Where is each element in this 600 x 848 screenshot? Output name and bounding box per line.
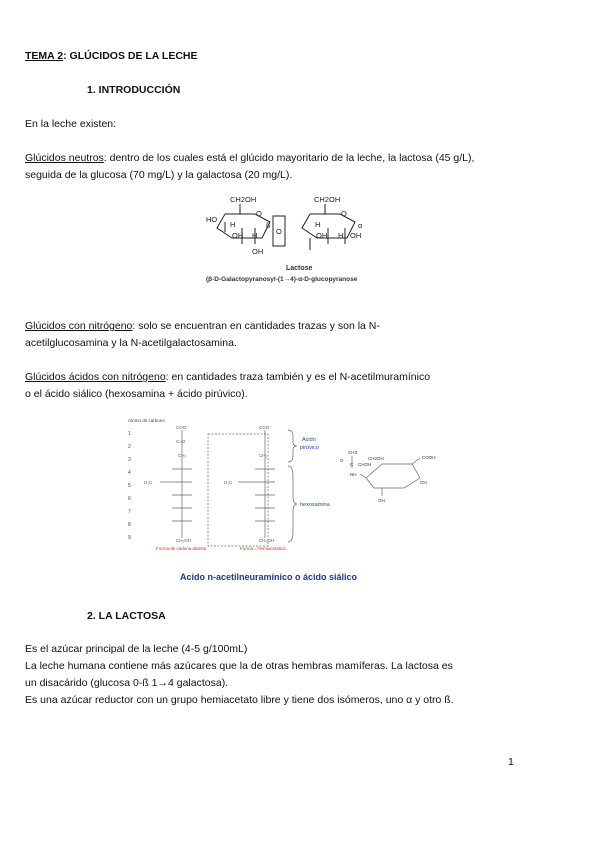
- sialic-chains: [160, 430, 420, 546]
- lactose-label: H: [338, 231, 344, 240]
- title-suffix: : GLÚCIDOS DE LA LECHE: [63, 50, 198, 62]
- acidos-paragraph-line1: [25, 371, 430, 383]
- neutros-paragraph-line2: seguida de la glucosa (70 mg/L) y la galactosa (20 mg/L).: [25, 169, 293, 181]
- acidos-paragraph-line2: o el ácido siálico (hexosamina + ácido pirúvico).: [25, 388, 248, 400]
- nitrogeno-paragraph-line1: [25, 320, 380, 332]
- carbon-numbers: [128, 431, 131, 541]
- hexosamina-label: hexosamina: [300, 502, 330, 508]
- svg-text:CH₂OH: CH₂OH: [259, 538, 274, 543]
- lactose-label: OH: [350, 231, 362, 240]
- lactose-label: OH: [232, 231, 244, 240]
- acidos-line1-text: : en cantidades traza también y es el N-acetilmuramínico: [165, 371, 431, 383]
- carbon-header: Átomo de carbono: [128, 418, 165, 423]
- carbon-number: 2: [128, 444, 131, 450]
- ring-label: OH: [420, 480, 427, 485]
- page-number: 1: [508, 756, 514, 768]
- caption-hemiacetal: Forma = hemiacetálica: [240, 546, 286, 551]
- caption-open-chain: Forma de cadena abierta: [156, 546, 207, 551]
- svg-text:CH₂OH: CH₂OH: [176, 538, 191, 543]
- acidos-term: Glúcidos ácidos con nitrógeno: [25, 371, 166, 383]
- ring-label: OH: [378, 498, 385, 503]
- acido-piruvico-label-2: pirúvico: [300, 445, 319, 451]
- ring-label: CH2OH: [368, 456, 384, 461]
- carbon-number: 9: [128, 535, 131, 541]
- lactose-label: OH: [252, 247, 264, 256]
- ring-label: CH3: [348, 450, 358, 455]
- carbon-number: 3: [128, 457, 131, 463]
- sialic-acid-figure: [120, 414, 440, 586]
- svg-text:CH₂: CH₂: [178, 453, 187, 458]
- document-title: [25, 50, 198, 62]
- lactosa-line: un disacárido (glucosa 0-ß 1→4 galactosa).: [25, 677, 229, 689]
- section-heading-lactosa: 2. LA LACTOSA: [87, 610, 166, 622]
- ring-label: NH: [350, 472, 357, 477]
- ring-label: O: [340, 458, 344, 463]
- lactose-label: CH2OH: [314, 195, 341, 204]
- svg-text:CH₂: CH₂: [259, 453, 268, 458]
- carbon-number: 6: [128, 496, 131, 502]
- section-heading-introduccion: 1. INTRODUCCIÓN: [87, 84, 181, 96]
- nitrogeno-term: Glúcidos con nitrógeno: [25, 320, 133, 332]
- lactose-label: β: [266, 221, 271, 230]
- lactose-label: O: [276, 227, 282, 236]
- neutros-term: Glúcidos neutros: [25, 152, 104, 164]
- svg-text:H₃C: H₃C: [144, 480, 153, 485]
- carbon-number: 8: [128, 522, 131, 528]
- ring-labels: [340, 450, 436, 503]
- carbon-number: 7: [128, 509, 131, 515]
- intro-text: En la leche existen:: [25, 118, 117, 130]
- ring-label: CHOH: [358, 462, 372, 467]
- lactosa-line: La leche humana contiene más azúcares que la de otras hembras mamíferas. La lactosa es: [25, 660, 453, 672]
- nitrogeno-line1-text: : solo se encuentran en cantidades trazas y son la N-: [132, 320, 380, 332]
- lactose-label: O: [341, 209, 347, 218]
- carbon-number: 5: [128, 483, 131, 489]
- lactose-label: H: [315, 220, 321, 229]
- lactose-label: CH2OH: [230, 195, 257, 204]
- nitrogeno-paragraph-line2: acetilglucosamina y la N-acetilgalactosamina.: [25, 337, 237, 349]
- lactose-caption-sub: (β-D-Galactopyranosyl-(1→4)-α-D-glucopyranose: [206, 276, 358, 283]
- carbon-number: 4: [128, 470, 131, 476]
- sialic-chain-marks: [144, 425, 274, 543]
- carbon-number: 1: [128, 431, 131, 437]
- svg-text:C=O: C=O: [176, 439, 186, 444]
- svg-text:COO⁻: COO⁻: [176, 425, 189, 430]
- lactose-label: α: [358, 221, 363, 230]
- lactosa-line: Es el azúcar principal de la leche (4-5 g/100mL): [25, 643, 248, 655]
- lactose-label: H: [230, 220, 236, 229]
- svg-text:COO⁻: COO⁻: [259, 425, 272, 430]
- lactose-label: O: [256, 209, 262, 218]
- lactose-caption-title: Lactose: [286, 265, 313, 272]
- ring-label: C: [350, 462, 354, 467]
- acido-piruvico-label-1: Acido: [302, 437, 316, 443]
- sialic-figure-title: Acido n-acetilneuramínico o ácido siálico: [180, 572, 358, 582]
- lactose-label: HO: [206, 215, 218, 224]
- lactose-structure-figure: [200, 192, 400, 287]
- ring-label: COOH: [422, 455, 436, 460]
- neutros-paragraph-line1: [25, 152, 474, 164]
- svg-text:H₃C: H₃C: [224, 480, 233, 485]
- lactose-label: H: [252, 231, 258, 240]
- lactose-label: OH: [316, 231, 328, 240]
- lactose-rings: [217, 204, 355, 250]
- lactosa-line: Es una azúcar reductor con un grupo hemiacetato libre y tiene dos isómeros, uno α y otro ß.: [25, 694, 454, 706]
- neutros-line1-text: : dentro de los cuales está el glúcido mayoritario de la leche, la lactosa (45 g/L),: [103, 152, 475, 164]
- title-prefix: TEMA 2: [25, 50, 64, 62]
